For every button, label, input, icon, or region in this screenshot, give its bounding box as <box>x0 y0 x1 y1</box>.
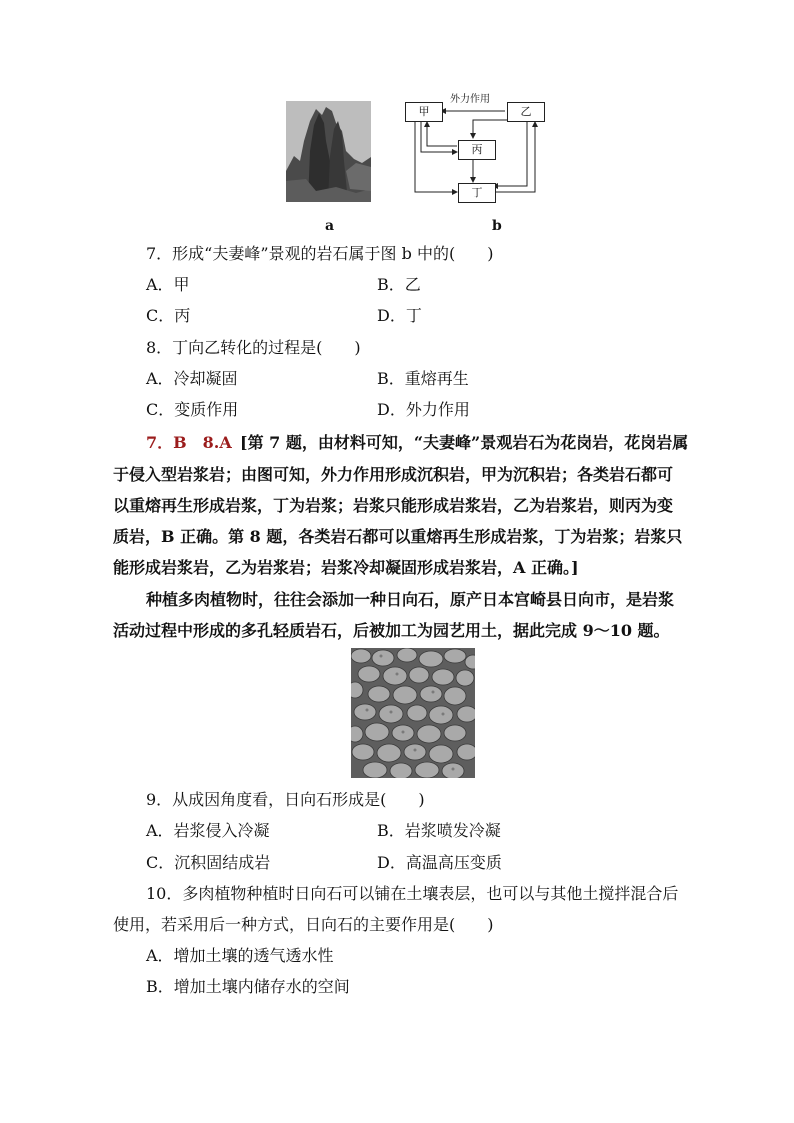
q8-option-d: D．外力作用 <box>377 400 470 419</box>
q8-option-c: C．变质作用 <box>146 400 239 419</box>
box-ding: 丁 <box>458 183 496 203</box>
q7-option-b: B．乙 <box>377 275 421 294</box>
q7-option-a: A．甲 <box>146 275 190 294</box>
intro-line-2: 活动过程中形成的多孔轻质岩石，后被加工为园艺用土，据此完成 9～10 题。 <box>113 621 670 640</box>
q9-stem: 9．从成因角度看，日向石形成是( ) <box>146 790 425 809</box>
box-bing: 丙 <box>458 140 496 160</box>
q9-option-b: B．岩浆喷发冷凝 <box>377 821 501 840</box>
rock-cycle-diagram <box>403 96 551 206</box>
q9-option-d: D．高温高压变质 <box>377 853 502 872</box>
rock-peak-illustration <box>286 101 371 202</box>
q7-option-d: D．丁 <box>377 306 422 325</box>
answer-explanation-line-3: 以重熔再生形成岩浆，丁为岩浆；岩浆只能形成岩浆岩，乙为岩浆岩，则丙为变 <box>113 496 674 515</box>
q8-option-a: A．冷却凝固 <box>146 369 238 388</box>
answer-prefix: 7．B 8.A <box>146 433 232 452</box>
diagram-caption-b: b <box>492 218 502 234</box>
q10-stem-line-1: 10．多肉植物种植时日向石可以铺在土壤表层，也可以与其他土搅拌混合后 <box>146 884 679 903</box>
q8-stem: 8．丁向乙转化的过程是( ) <box>146 338 361 357</box>
answer-explanation-line-4: 质岩，B 正确。第 8 题，各类岩石都可以重熔再生形成岩浆，丁为岩浆；岩浆只 <box>113 527 683 546</box>
q9-option-c: C．沉积固结成岩 <box>146 853 271 872</box>
q10-option-b: B．增加土壤内储存水的空间 <box>146 977 350 996</box>
intro-line-1: 种植多肉植物时，往往会添加一种日向石，原产日本宫崎县日向市，是岩浆 <box>146 590 675 609</box>
arrow-label-external-force: 外力作用 <box>450 94 490 105</box>
box-yi: 乙 <box>507 102 545 122</box>
hyuga-stone-photo <box>351 648 475 778</box>
hyuga-stone-illustration <box>351 648 475 778</box>
q10-stem-line-2: 使用，若采用后一种方式，日向石的主要作用是( ) <box>113 915 494 934</box>
q7-option-c: C．丙 <box>146 306 191 325</box>
answer-explanation-line-5: 能形成岩浆岩，乙为岩浆岩；岩浆冷却凝固形成岩浆岩，A 正确。] <box>113 558 579 577</box>
answer-explanation-line-1: [第 7 题，由材料可知，“夫妻峰”景观岩石为花岗岩，花岗岩属 <box>240 433 689 452</box>
q7-stem: 7．形成“夫妻峰”景观的岩石属于图 b 中的( ) <box>146 244 494 263</box>
box-jia: 甲 <box>405 102 443 122</box>
photo-caption-a: a <box>325 218 335 234</box>
answer-explanation-line-2: 于侵入型岩浆岩；由图可知，外力作用形成沉积岩，甲为沉积岩；各类岩石都可 <box>113 465 674 484</box>
q9-option-a: A．岩浆侵入冷凝 <box>146 821 270 840</box>
q10-option-a: A．增加土壤的透气透水性 <box>146 946 334 965</box>
rock-peak-photo <box>286 101 371 202</box>
q8-option-b: B．重熔再生 <box>377 369 469 388</box>
